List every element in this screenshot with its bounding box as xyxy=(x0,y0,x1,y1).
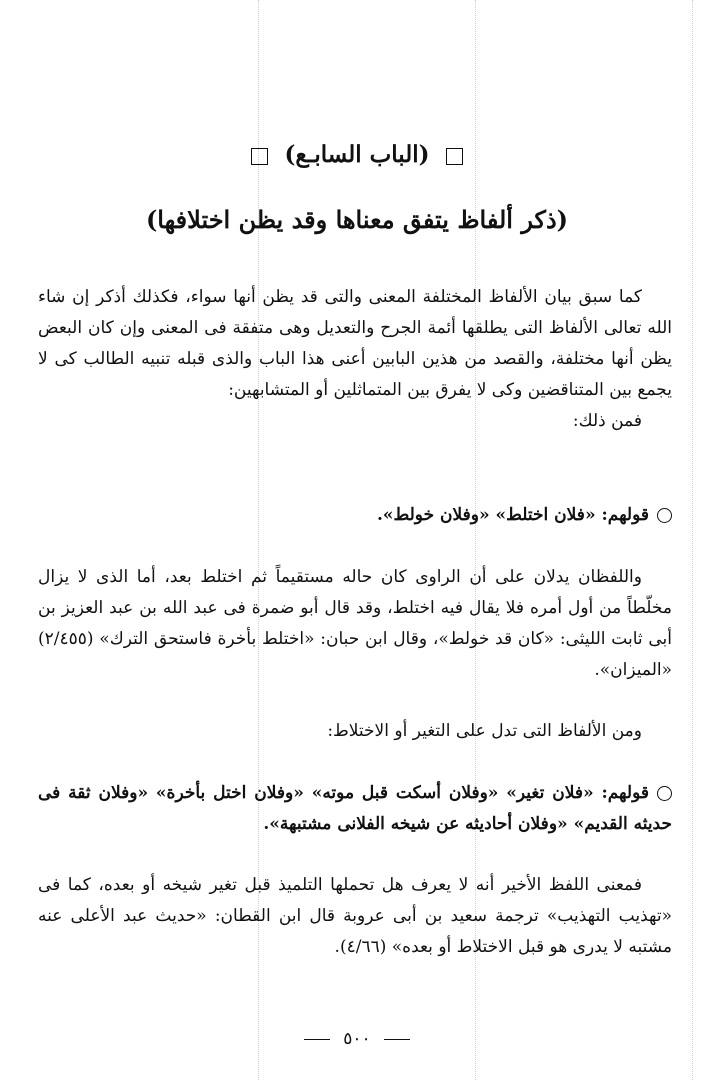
section-1-transition-text: ومن الألفاظ التى تدل على التغير أو الاختلاط: xyxy=(327,721,642,741)
section-1-body xyxy=(38,562,672,686)
intro-block xyxy=(38,282,672,437)
intro-lead: فمن ذلك: xyxy=(572,411,642,431)
section-1-paragraph: واللفظان يدلان على أن الراوى كان حاله مستقيماً ثم اختلط بعد، أما الذى لا يزال مخلّطاً من أول أمره فلا يقال فيه اختلط، وقد قال أبو ضمرة فى عبد الله بن عبد العزيز بن أبى ثابت الليثى: «كان قد خولط»، وقال ابن حبان: «اختلط بأخرة فاستحق الترك» (٢/٤٥٥) «الميزان». xyxy=(38,567,672,680)
chapter-subtitle: (ذكر ألفاظ يتفق معناها وقد يظن اختلافها) xyxy=(145,205,569,234)
chapter-heading xyxy=(0,138,714,172)
chapter-title: (الباب السابـع) xyxy=(284,141,430,168)
section-2-body xyxy=(38,870,672,963)
section-heading-2 xyxy=(38,778,672,840)
page-number xyxy=(0,1024,714,1054)
section-1-transition xyxy=(38,716,672,747)
page-number-text: ٥٠٠ xyxy=(343,1029,371,1049)
dash-ornament xyxy=(304,1039,330,1040)
section-1-heading-text: قولهم: «فلان اختلط» «وفلان خولط». xyxy=(376,505,649,525)
section-2-heading-text: قولهم: «فلان تغير» «وفلان أسكت قبل موته» «وفلان اختل بأخرة» «وفلان ثقة فى حديثه القديم» «وفلان أحاديثه عن شيخه الفلانى مشتبهة». xyxy=(38,783,672,834)
section-heading-1 xyxy=(38,500,672,531)
intro-paragraph: كما سبق بيان الألفاظ المختلفة المعنى والتى قد يظن أنها سواء، فكذلك أذكر إن شاء الله تعالى الألفاظ التى يطلقها أئمة الجرح والتعديل وهى متفقة فى المعنى وإن كان البعض يظن أنها مختلفة، والقصد من هذين البابين أعنى هذا الباب والذى قبله تنبيه الطالب كى لا يجمع بين المتناقضين وكى لا يفرق بين المتماثلين أو المتشابهين: xyxy=(38,287,672,400)
square-outline-icon xyxy=(251,148,268,165)
dash-ornament xyxy=(384,1039,410,1040)
section-2-paragraph: فمعنى اللفظ الأخير أنه لا يعرف هل تحملها التلميذ قبل تغير شيخه أو بعده، كما فى «تهذيب التهذيب» ترجمة سعيد بن أبى عروبة قال ابن القطان: «حديث عبد الأعلى عنه مشتبه لا يدرى هو قبل الاختلاط أو بعده» (٤/٦٦). xyxy=(38,875,672,957)
circle-outline-icon xyxy=(657,508,672,523)
square-outline-icon xyxy=(446,148,463,165)
circle-outline-icon xyxy=(657,786,672,801)
